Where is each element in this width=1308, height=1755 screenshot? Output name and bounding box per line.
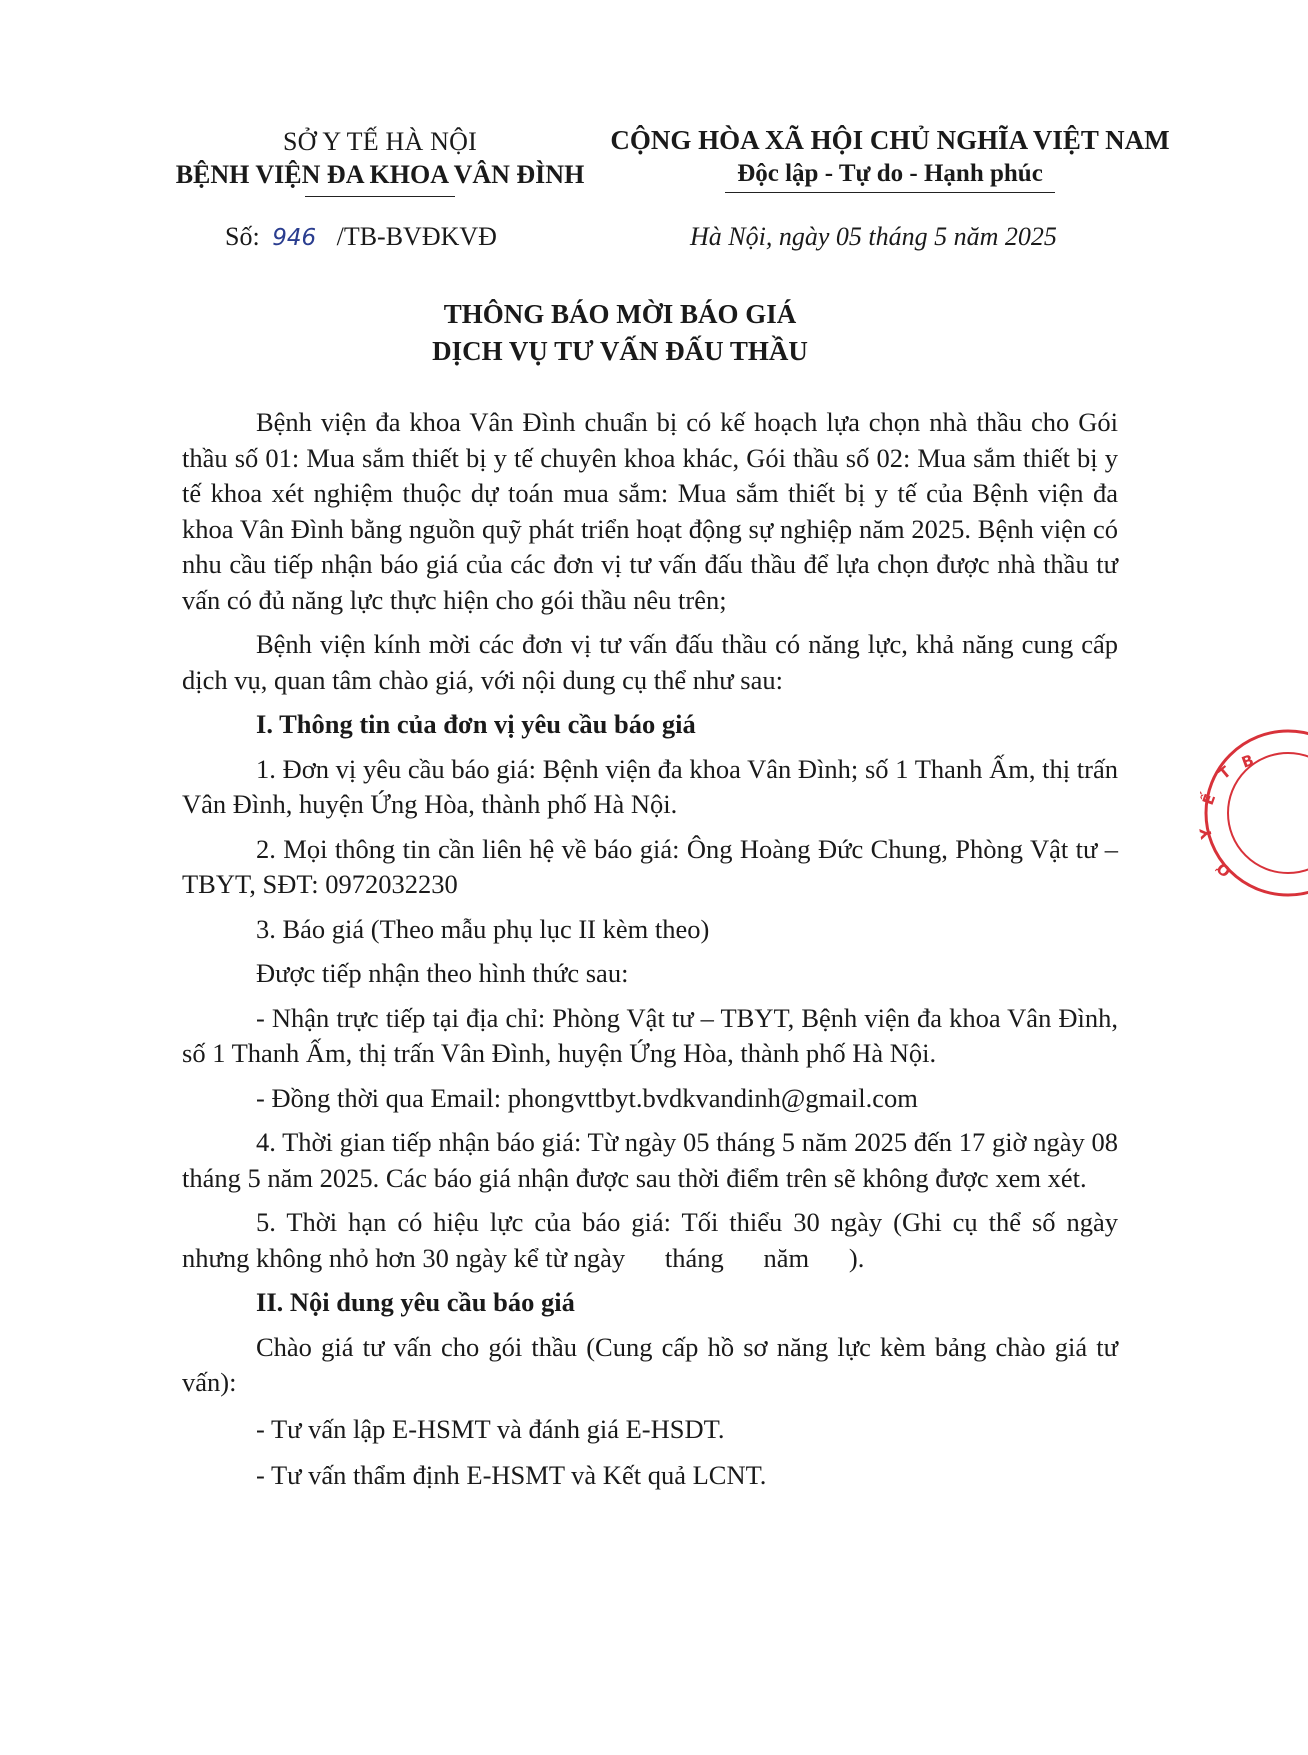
item-1: 1. Đơn vị yêu cầu báo giá: Bệnh viện đa khoa Vân Đình; số 1 Thanh Ấm, thị trấn Vân Đình, huyện Ứng Hòa, thành phố Hà Nội. [182, 753, 1118, 819]
motto-underline [725, 192, 1055, 193]
bullet-1: - Tư vấn lập E-HSMT và đánh giá E-HSDT. [256, 1413, 725, 1444]
org-underline [305, 196, 455, 197]
receive-email: - Đồng thời qua Email: phongvttbyt.bvdkvandinh@gmail.com [256, 1082, 918, 1113]
svg-text:Ế: Ế [1198, 791, 1220, 808]
national-motto: Độc lập - Tự do - Hạnh phúc [737, 160, 1043, 187]
bullet-2: - Tư vấn thẩm định E-HSMT và Kết quả LCNT. [256, 1460, 767, 1490]
svg-text:Y: Y [1196, 826, 1216, 841]
svg-text:Ơ: Ơ [1212, 858, 1235, 881]
section-1-heading: I. Thông tin của đơn vị yêu cầu báo giá [256, 709, 696, 739]
item-3: 3. Báo giá (Theo mẫu phụ lục II kèm theo) [256, 913, 710, 944]
department-name: SỞ Y TẾ HÀ NỘI [283, 127, 477, 156]
svg-text:T: T [1215, 762, 1235, 784]
document-body [182, 405, 1125, 1494]
place-and-date: Hà Nội, ngày 05 tháng 5 năm 2025 [690, 222, 1057, 251]
receive-direct: - Nhận trực tiếp tại địa chỉ: Phòng Vật tư – TBYT, Bệnh viện đa khoa Vân Đình, số 1 Thanh Ấm, thị trấn Vân Đình, huyện Ứng Hòa, thành phố Hà Nội. [182, 1002, 1118, 1068]
national-header [598, 124, 1182, 193]
title-line-2: DỊCH VỤ TƯ VẤN ĐẤU THẦU [432, 336, 808, 366]
item-5: 5. Thời hạn có hiệu lực của báo giá: Tối thiểu 30 ngày (Ghi cụ thể số ngày nhưng không nhỏ hơn 30 ngày kể từ ngày tháng năm ). [182, 1207, 1125, 1273]
handwritten-number: 946 [272, 225, 317, 251]
country-name: CỘNG HÒA XÃ HỘI CHỦ NGHĨA VIỆT NAM [610, 125, 1170, 155]
number-suffix: /TB-BVĐKVĐ [336, 222, 497, 251]
issuing-organization [150, 126, 610, 197]
invite-paragraph: Bệnh viện kính mời các đơn vị tư vấn đấu thầu có năng lực, khả năng cung cấp dịch vụ, quan tâm chào giá, với nội dung cụ thể như sau: [182, 629, 1118, 695]
hospital-name: BỆNH VIỆN ĐA KHOA VÂN ĐÌNH [175, 160, 585, 189]
intro-paragraph: Bệnh viện đa khoa Vân Đình chuẩn bị có kế hoạch lựa chọn nhà thầu cho Gói thầu số 01: Mua sắm thiết bị y tế chuyên khoa khác, Gói thầu số 02: Mua sắm thiết bị y tế khoa xét nghiệm thuộc dự toán mua sắm: Mua sắm thiết bị y tế của Bệnh viện đa khoa Vân Đình bằng nguồn quỹ phát triển hoạt động sự nghiệp năm 2025. Bệnh viện có nhu cầu tiếp nhận báo giá của các đơn vị tư vấn đấu thầu để lựa chọn được nhà thầu tư vấn có đủ năng lực thực hiện cho gói thầu nêu trên; [182, 407, 1118, 615]
receive-intro: Được tiếp nhận theo hình thức sau: [256, 958, 629, 988]
offer-intro: Chào giá tư vấn cho gói thầu (Cung cấp hồ sơ năng lực kèm bảng chào giá tư vấn): [182, 1331, 1118, 1397]
section-2-heading: II. Nội dung yêu cầu báo giá [256, 1287, 575, 1317]
item-4: 4. Thời gian tiếp nhận báo giá: Từ ngày 05 tháng 5 năm 2025 đến 17 giờ ngày 08 tháng 5 năm 2025. Các báo giá nhận được sau thời điểm trên sẽ không được xem xét. [182, 1127, 1118, 1193]
document-title [240, 296, 1000, 370]
red-seal-stamp [1188, 728, 1308, 898]
title-line-1: THÔNG BÁO MỜI BÁO GIÁ [443, 299, 797, 329]
item-2: 2. Mọi thông tin cần liên hệ về báo giá: Ông Hoàng Đức Chung, Phòng Vật tư – TBYT, SĐT: 0972032230 [182, 833, 1118, 899]
number-prefix: Số: [225, 222, 260, 251]
document-number [225, 222, 497, 253]
seal-inner-ring [1228, 750, 1308, 873]
svg-text:B: B [1239, 750, 1257, 772]
